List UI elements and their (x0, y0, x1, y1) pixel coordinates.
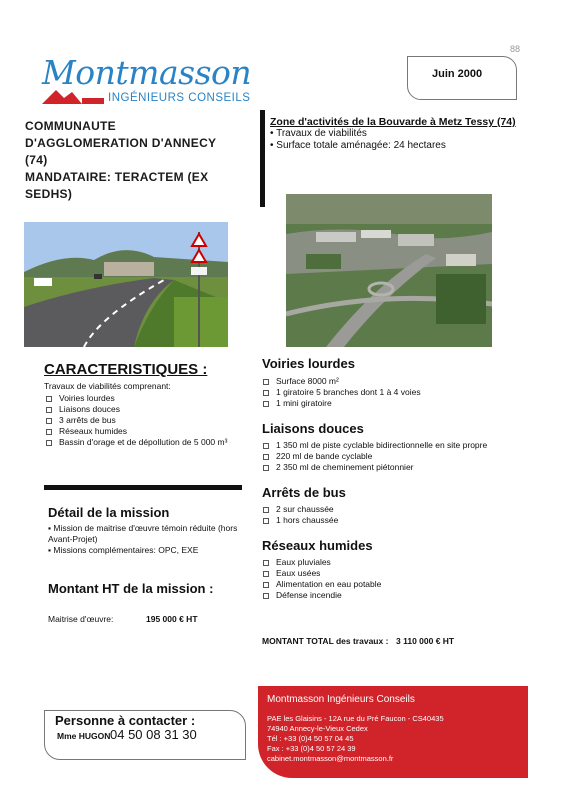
list-item: 220 ml de bande cyclable (263, 451, 487, 462)
list-item: ▪ Mission de maitrise d'œuvre témoin réduite (hors Avant-Projet) (48, 523, 238, 544)
divider (44, 485, 242, 490)
list-item: Défense incendie (263, 590, 381, 601)
contact-name: Mme HUGON (57, 731, 111, 741)
contact-title: Personne à contacter : (55, 713, 196, 728)
list-item: Alimentation en eau potable (263, 579, 381, 590)
list-item: 1 hors chaussée (263, 515, 338, 526)
footer-line: Tél : +33 (0)4 50 57 04 45 (267, 734, 354, 743)
total-value: 3 110 000 € HT (396, 636, 455, 646)
bullet-icon (263, 454, 269, 460)
client-block (25, 118, 255, 203)
contact-phone: 04 50 08 31 30 (110, 727, 197, 742)
client-line: (74) (25, 153, 48, 167)
client-line: MANDATAIRE: TERACTEM (EX (25, 170, 209, 184)
bullet-icon (263, 582, 269, 588)
section-list (263, 504, 338, 526)
montant-label: Maitrise d'œuvre: (48, 614, 114, 624)
client-line: SEDHS) (25, 187, 73, 201)
client-line: COMMUNAUTE (25, 119, 116, 133)
logo-subtitle: INGÉNIEURS CONSEILS (108, 92, 251, 104)
montant-title: Montant HT de la mission : (48, 581, 214, 596)
list-item: 2 sur chaussée (263, 504, 338, 515)
caracteristiques-list (46, 393, 227, 448)
zone-item: • Surface totale aménagée: 24 hectares (270, 140, 446, 151)
list-item: 1 350 ml de piste cyclable bidirectionnelle en site propre (263, 440, 487, 451)
footer-line: Fax : +33 (0)4 50 57 24 39 (267, 744, 356, 753)
list-item: 1 mini giratoire (263, 398, 421, 409)
section-title: Liaisons douces (262, 421, 364, 436)
list-item: Réseaux humides (46, 426, 227, 437)
mission-title: Détail de la mission (48, 505, 170, 520)
bullet-icon (46, 407, 52, 413)
section-list (263, 440, 487, 473)
bullet-icon (263, 401, 269, 407)
list-item: ▪ Missions complémentaires: OPC, EXE (48, 545, 199, 555)
aerial-photo (286, 194, 492, 347)
list-item: Liaisons douces (46, 404, 227, 415)
footer-email[interactable]: cabinet.montmasson@montmasson.fr (267, 754, 394, 763)
road-photo (24, 222, 228, 347)
section-title: Voiries lourdes (262, 356, 355, 371)
bullet-icon (263, 507, 269, 513)
list-item: 2 350 ml de cheminement piétonnier (263, 462, 487, 473)
zone-item: • Travaux de viabilités (270, 128, 367, 139)
section-title: Réseaux humides (262, 538, 373, 553)
footer-address (267, 714, 444, 764)
caracteristiques-intro: Travaux de viabilités comprenant: (44, 381, 171, 391)
zone-title: Zone d'activités de la Bouvarde à Metz Tessy (74) (270, 116, 516, 128)
bullet-icon (263, 379, 269, 385)
total-label: MONTANT TOTAL des travaux : (262, 636, 389, 646)
client-line: D'AGGLOMERATION D'ANNECY (25, 136, 217, 150)
list-item: Eaux usées (263, 568, 381, 579)
list-item: Surface 8000 m² (263, 376, 421, 387)
list-item: Bassin d'orage et de dépollution de 5 000 m³ (46, 437, 227, 448)
list-item: 3 arrêts de bus (46, 415, 227, 426)
section-list (263, 557, 381, 601)
list-item: 1 giratoire 5 branches dont 1 à 4 voies (263, 387, 421, 398)
footer-line: 74940 Annecy-le-Vieux Cedex (267, 724, 368, 733)
bullet-icon (46, 429, 52, 435)
bullet-icon (263, 593, 269, 599)
bullet-icon (46, 396, 52, 402)
bullet-icon (263, 560, 269, 566)
logo-wordmark: Montmasson (42, 53, 252, 92)
bullet-icon (263, 465, 269, 471)
section-title: Arrêts de bus (262, 485, 346, 500)
caracteristiques-title: CARACTERISTIQUES : (44, 361, 208, 378)
page-number: 88 (510, 44, 521, 54)
footer-company: Montmasson Ingénieurs Conseils (267, 694, 415, 705)
bullet-icon (263, 443, 269, 449)
list-item: Voiries lourdes (46, 393, 227, 404)
list-item: Eaux pluviales (263, 557, 381, 568)
bullet-icon (263, 571, 269, 577)
footer-line: PAE les Glaisins - 12A rue du Pré Faucon - CS40435 (267, 714, 444, 723)
project-date: Juin 2000 (432, 68, 483, 80)
bullet-icon (46, 418, 52, 424)
bullet-icon (263, 390, 269, 396)
section-list (263, 376, 421, 409)
zone-accent-bar (260, 110, 265, 207)
bullet-icon (46, 440, 52, 446)
montant-value: 195 000 € HT (146, 614, 198, 624)
mission-list (48, 523, 248, 556)
footer-contact-card (258, 686, 528, 778)
bullet-icon (263, 518, 269, 524)
